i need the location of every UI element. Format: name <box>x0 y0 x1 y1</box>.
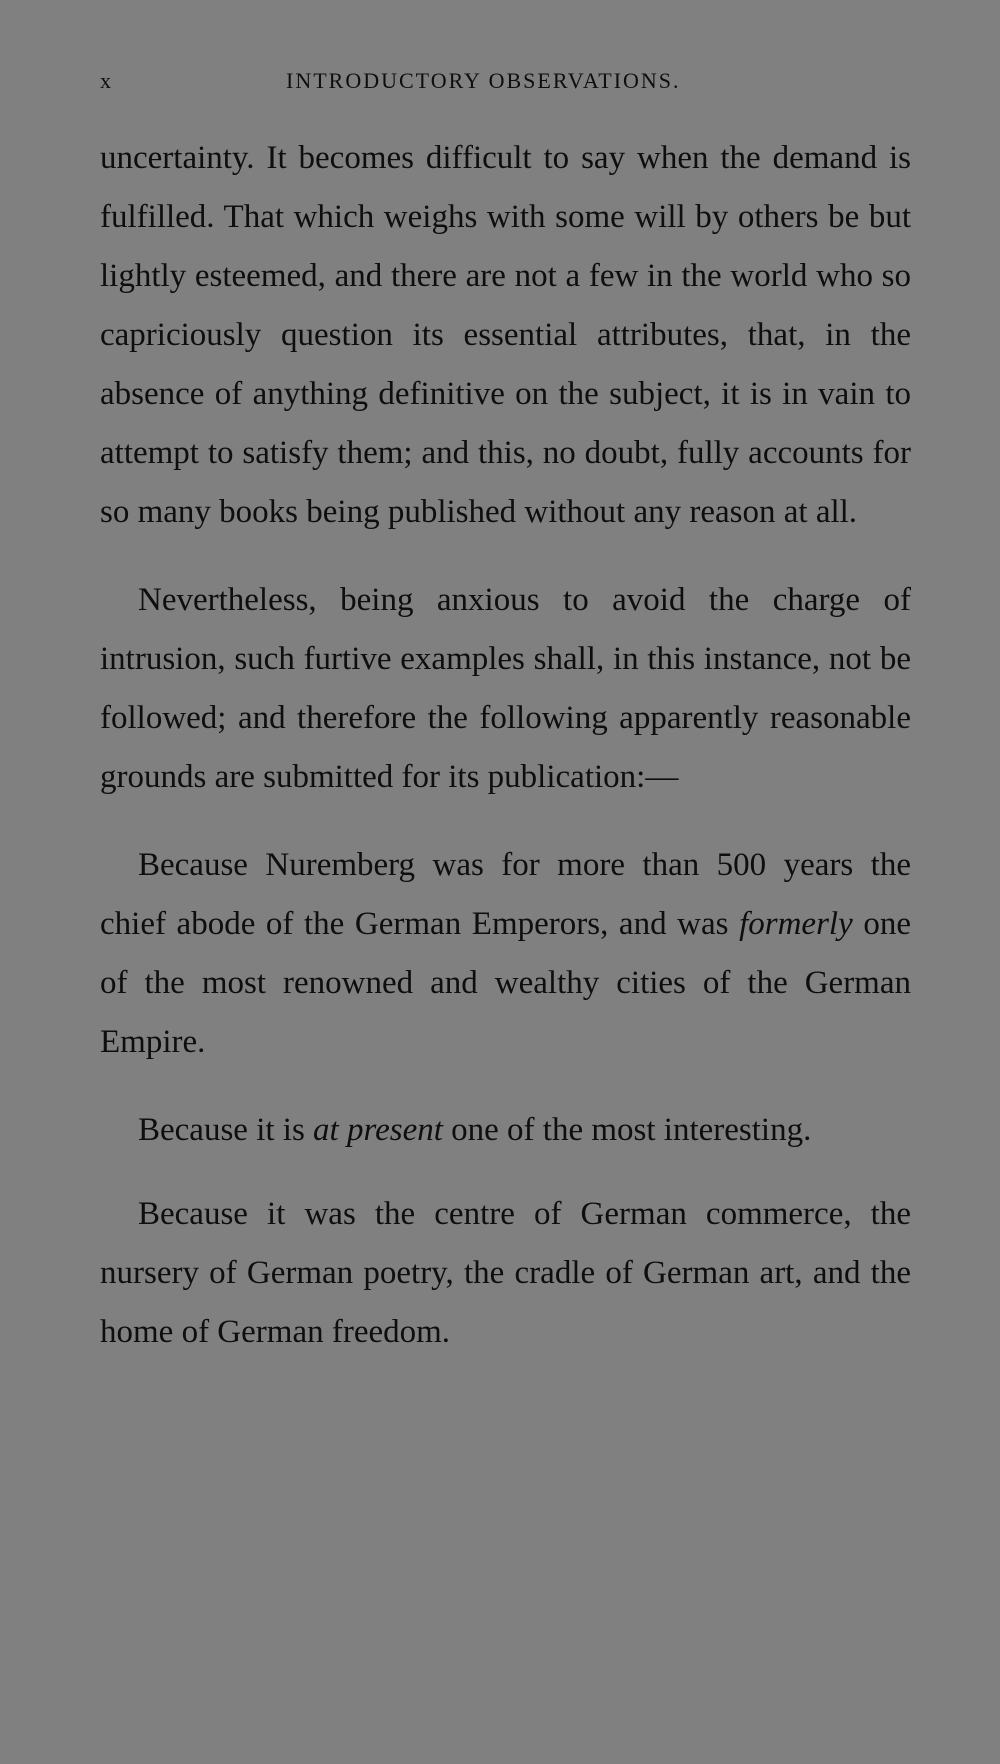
paragraph-4-italic: at present <box>313 1112 443 1148</box>
running-head <box>100 68 912 98</box>
paragraph-4-text-after: one of the most interesting. <box>442 1112 812 1148</box>
paragraph-3-italic: formerly <box>739 906 853 942</box>
paragraph-3-text-after: one of the most renowned and wealthy cities of the German Empire. <box>100 906 911 1060</box>
paragraph-3 <box>100 836 911 1072</box>
body-text <box>100 129 911 1362</box>
paragraph-1: uncertainty. It becomes difficult to say when the demand is fulfilled. That which weighs with some will by others be but lightly esteemed, and there are not a few in the world who so capriciously question its essential attributes, that, in the absence of anything definitive on the subject, it is in vain to attempt to satisfy them; and this, no doubt, fully accounts for so many books being published without any reason at all. <box>100 140 911 530</box>
paragraph-2: Nevertheless, being anxious to avoid the charge of intrusion, such furtive examples shall, in this instance, not be followed; and therefore the following apparently reasonable grounds are submitted for its publication:— <box>100 582 911 795</box>
paragraph-5: Because it was the centre of German commerce, the nursery of German poetry, the cradle of German art, and the home of German freedom. <box>100 1196 911 1350</box>
page-number: x <box>100 68 113 93</box>
running-head-title: INTRODUCTORY OBSERVATIONS. <box>286 68 681 93</box>
paragraph-4-text-before: Because it is <box>138 1112 314 1148</box>
paragraph-4 <box>100 1101 911 1160</box>
paragraph-3-text-before: Because Nuremberg was for more than 500 years the chief abode of the German Emperors, and was <box>100 847 911 942</box>
